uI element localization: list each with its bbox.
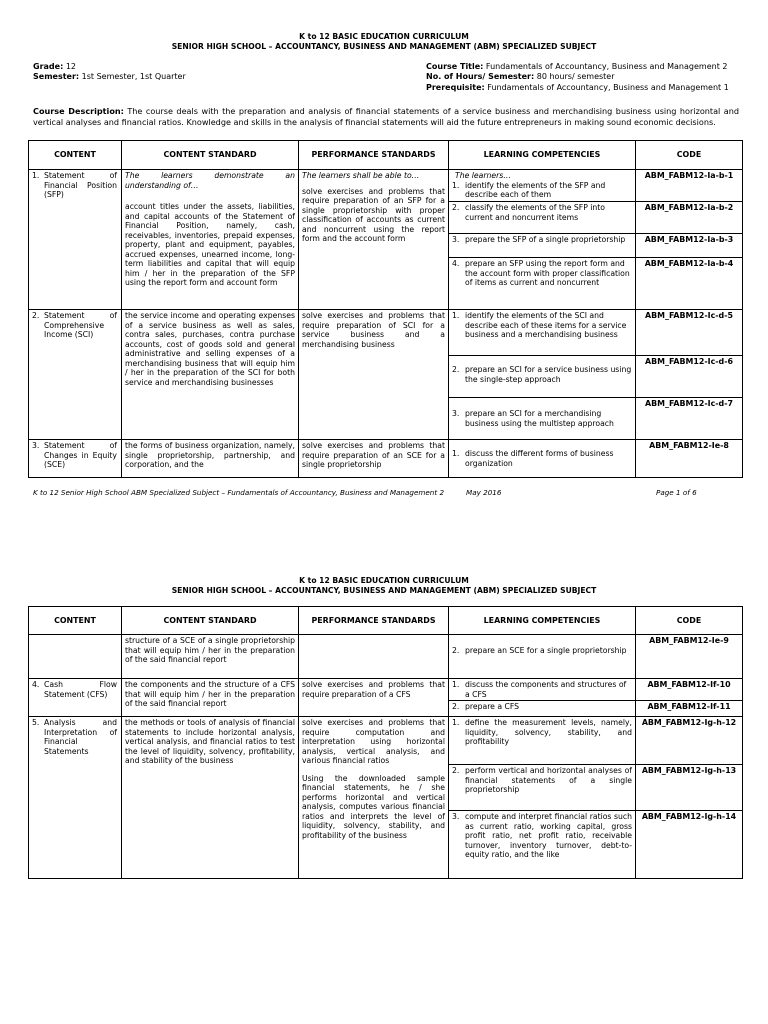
competency-cell <box>449 258 636 310</box>
col-header-learning-competencies: LEARNING COMPETENCIES <box>449 141 636 170</box>
table-row <box>29 170 743 202</box>
col-header-code: CODE <box>636 607 743 635</box>
performance-standard-cell <box>299 170 449 310</box>
content-number: 2. <box>32 311 40 320</box>
content-standard-cell: the service income and operating expenses of a service business as well as sales, contra sales, purchases, contra purchase accounts, cost of goods sold and general administrative and selling expenses of a merchandising business that will equip him / her in the preparation of the SCI for both service and merchandising businesses <box>122 310 299 440</box>
code-cell: ABM_FABM12-Ic-d-6 <box>636 356 743 398</box>
performance-standard-cell <box>299 717 449 879</box>
competency-text: prepare an SCE for a single proprietorship <box>465 646 627 655</box>
competency-number: 3. <box>452 812 460 821</box>
prerequisite-line <box>426 83 729 93</box>
description-label: Course Description: <box>33 106 124 116</box>
footer-date: May 2016 <box>466 488 502 497</box>
competency-number: 3. <box>452 235 460 244</box>
competency-text: prepare an SCI for a service business using the single-step approach <box>465 365 632 384</box>
competency-cell <box>449 717 636 765</box>
competency-text: prepare an SFP using the report form and the account form with proper classification of items as current and noncurrent <box>465 259 630 287</box>
course-title-label: Course Title: <box>426 62 484 71</box>
performance-standard-cell: solve exercises and problems that require preparation of SCI for a service business and a merchandising business <box>299 310 449 440</box>
competency-cell <box>449 679 636 701</box>
subject-title: SENIOR HIGH SCHOOL – ACCOUNTANCY, BUSINESS AND MANAGEMENT (ABM) SPECIALIZED SUBJECT <box>171 586 597 595</box>
performance-standard-cell <box>299 635 449 679</box>
semester-label: Semester: <box>33 72 80 81</box>
code-cell: ABM_FABM12-Ig-h-13 <box>636 765 743 811</box>
content-text: Cash Flow Statement (CFS) <box>44 680 117 699</box>
content-standard-cell: the components and the structure of a CFS that will equip him / her in the preparation of the said financial report <box>122 679 299 717</box>
col-header-performance-standards: PERFORMANCE STANDARDS <box>299 141 449 170</box>
competency-text: compute and interpret financial ratios such as current ratio, working capital, gross profit ratio, net profit ratio, receivable turnover, inventory turnover, debt-to-equity ratio, and the like <box>465 812 632 859</box>
grade-label: Grade: <box>33 62 64 71</box>
prerequisite-value: Fundamentals of Accountancy, Business and Management 1 <box>487 83 729 92</box>
content-standard-cell: the methods or tools of analysis of financial statements to include horizontal analysis, vertical analysis, and financial ratios to test the level of liquidity, solvency, profitability, and stability of the business <box>122 717 299 879</box>
competency-text: perform vertical and horizontal analyses of financial statements of a single proprietorship <box>465 766 632 794</box>
content-standard-cell: structure of a SCE of a single proprietorship that will equip him / her in the preparation of the said financial report <box>122 635 299 679</box>
competency-cell <box>449 701 636 717</box>
col-header-content: CONTENT <box>29 141 122 170</box>
competency-cell <box>449 398 636 440</box>
competency-intro: The learners… <box>455 171 511 180</box>
content-cell <box>29 679 122 717</box>
prerequisite-label: Prerequisite: <box>426 83 485 92</box>
competency-number: 1. <box>452 311 460 320</box>
content-number: 3. <box>32 441 40 450</box>
col-header-code: CODE <box>636 141 743 170</box>
page-2 <box>0 570 768 900</box>
competency-text: define the measurement levels, namely, liquidity, solvency, stability, and profitability <box>465 718 632 746</box>
table-row <box>29 310 743 356</box>
content-cell <box>29 440 122 478</box>
code-cell: ABM_FABM12-Ia-b-3 <box>636 234 743 258</box>
content-cell <box>29 717 122 879</box>
semester-line <box>33 72 186 82</box>
code-cell: ABM_FABM12-Ic-d-5 <box>636 310 743 356</box>
semester-value: 1st Semester, 1st Quarter <box>81 72 186 81</box>
content-number: 4. <box>32 680 40 689</box>
content-text: Statement of Financial Position (SFP) <box>44 171 117 199</box>
code-cell: ABM_FABM12-Ig-h-14 <box>636 811 743 879</box>
competency-cell <box>449 811 636 879</box>
competency-number: 2. <box>452 646 460 655</box>
competency-number: 2. <box>452 203 460 212</box>
curriculum-title: K to 12 BASIC EDUCATION CURRICULUM <box>299 32 469 41</box>
hours-value: 80 hours/ semester <box>536 72 615 81</box>
grade-line <box>33 62 76 72</box>
competency-number: 4. <box>452 259 460 268</box>
content-standard-cell: the forms of business organization, namely, single proprietorship, partnership, and corporation, and the <box>122 440 299 478</box>
course-title-value: Fundamentals of Accountancy, Business and Management 2 <box>485 62 728 71</box>
hours-label: No. of Hours/ Semester: <box>426 72 535 81</box>
content-number: 5. <box>32 718 40 727</box>
curriculum-title: K to 12 BASIC EDUCATION CURRICULUM <box>299 576 469 585</box>
competency-cell <box>449 202 636 234</box>
competency-cell <box>449 234 636 258</box>
competency-text: classify the elements of the SFP into current and noncurrent items <box>465 203 606 222</box>
competency-cell <box>449 635 636 679</box>
standard-intro: The learners demonstrate an understanding of… <box>125 171 295 190</box>
table-row <box>29 717 743 765</box>
competency-text: prepare the SFP of a single proprietorship <box>465 235 626 244</box>
code-cell: ABM_FABM12-If-11 <box>636 701 743 717</box>
competency-number: 2. <box>452 702 460 711</box>
curriculum-table-2 <box>28 606 743 879</box>
curriculum-table-1 <box>28 140 743 478</box>
col-header-content-standard: CONTENT STANDARD <box>122 607 299 635</box>
competency-text: identify the elements of the SFP and describe each of them <box>465 180 606 199</box>
performance-intro: The learners shall be able to… <box>302 171 420 180</box>
content-cell <box>29 310 122 440</box>
standard-text: account titles under the assets, liabilities, and capital accounts of the Statement of Financial Position, namely, cash, receivables, inventories, prepaid expenses, property, plant and equipment, payables, accrued expenses, unearned income, long-term liabilities and capital that will equip him / her in the preparation of the SFP using the report form and account form <box>125 202 295 287</box>
table-row <box>29 440 743 478</box>
performance-text: solve exercises and problems that require computation and interpretation using horizontal analysis, vertical analysis, and various financial ratios <box>302 718 445 765</box>
competency-cell <box>449 170 636 202</box>
page-1 <box>0 0 768 510</box>
competency-text: prepare an SCI for a merchandising business using the multistep approach <box>465 409 614 428</box>
code-cell: ABM_FABM12-Ig-h-12 <box>636 717 743 765</box>
performance-standard-cell: solve exercises and problems that require preparation of a CFS <box>299 679 449 717</box>
footer-page-number: Page 1 of 6 <box>656 488 697 497</box>
code-cell: ABM_FABM12-Ic-d-7 <box>636 398 743 440</box>
code-cell: ABM_FABM12-Ie-9 <box>636 635 743 679</box>
competency-text: discuss the components and structures of a CFS <box>465 680 627 699</box>
code-cell: ABM_FABM12-If-10 <box>636 679 743 701</box>
footer-subject: K to 12 Senior High School ABM Specialized Subject – Fundamentals of Accountancy, Business and Management 2 <box>33 488 445 497</box>
competency-number: 3. <box>452 409 460 418</box>
competency-number: 2. <box>452 766 460 775</box>
code-cell: ABM_FABM12-Ia-b-1 <box>636 170 743 202</box>
grade-value: 12 <box>65 62 76 71</box>
table-row <box>29 679 743 701</box>
competency-number: 2. <box>452 365 460 374</box>
course-title-line <box>426 62 727 72</box>
performance-standard-cell: solve exercises and problems that require preparation of an SCE for a single proprietorship <box>299 440 449 478</box>
hours-line <box>426 72 615 82</box>
content-cell <box>29 170 122 310</box>
competency-cell <box>449 356 636 398</box>
competency-number: 1. <box>452 180 460 190</box>
competency-number: 1. <box>452 680 460 689</box>
performance-text: solve exercises and problems that require preparation of an SFP for a single proprietorship with proper classification of accounts as current and noncurrent using the report form and the account form <box>302 186 445 243</box>
subject-title: SENIOR HIGH SCHOOL – ACCOUNTANCY, BUSINESS AND MANAGEMENT (ABM) SPECIALIZED SUBJECT <box>171 42 597 51</box>
competency-cell <box>449 765 636 811</box>
competency-text: prepare a CFS <box>465 702 520 711</box>
competency-number: 1. <box>452 449 460 458</box>
content-number: 1. <box>32 171 40 180</box>
competency-cell <box>449 440 636 478</box>
col-header-content: CONTENT <box>29 607 122 635</box>
content-standard-cell <box>122 170 299 310</box>
description-text: The course deals with the preparation and analysis of financial statements of a service business and merchandising business using horizontal and vertical analyses and financial ratios. Knowledge and skills in the analysis of financial statements will aid the future entrepreneurs in making sound economic decisions. <box>33 106 739 127</box>
content-text: Statement of Changes in Equity (SCE) <box>44 441 117 469</box>
col-header-content-standard: CONTENT STANDARD <box>122 141 299 170</box>
competency-cell <box>449 310 636 356</box>
competency-text: discuss the different forms of business organization <box>465 449 614 468</box>
code-cell: ABM_FABM12-Ia-b-2 <box>636 202 743 234</box>
col-header-learning-competencies: LEARNING COMPETENCIES <box>449 607 636 635</box>
table-row <box>29 635 743 679</box>
code-cell: ABM_FABM12-Ia-b-4 <box>636 258 743 310</box>
performance-text-2: Using the downloaded sample financial statements, he / she performs horizontal and vertical analysis, computes various financial ratios and interprets the level of liquidity, solvency, stability, and profitability of the business <box>302 773 445 840</box>
content-text: Statement of Comprehensive Income (SCI) <box>44 311 117 339</box>
col-header-performance-standards: PERFORMANCE STANDARDS <box>299 607 449 635</box>
course-description <box>33 106 739 127</box>
competency-text: identify the elements of the SCI and describe each of these items for a service business and a merchandising business <box>465 311 627 339</box>
content-text: Analysis and Interpretation of Financial Statements <box>44 718 117 756</box>
content-cell <box>29 635 122 679</box>
code-cell: ABM_FABM12-Ie-8 <box>636 440 743 478</box>
competency-number: 1. <box>452 718 460 727</box>
